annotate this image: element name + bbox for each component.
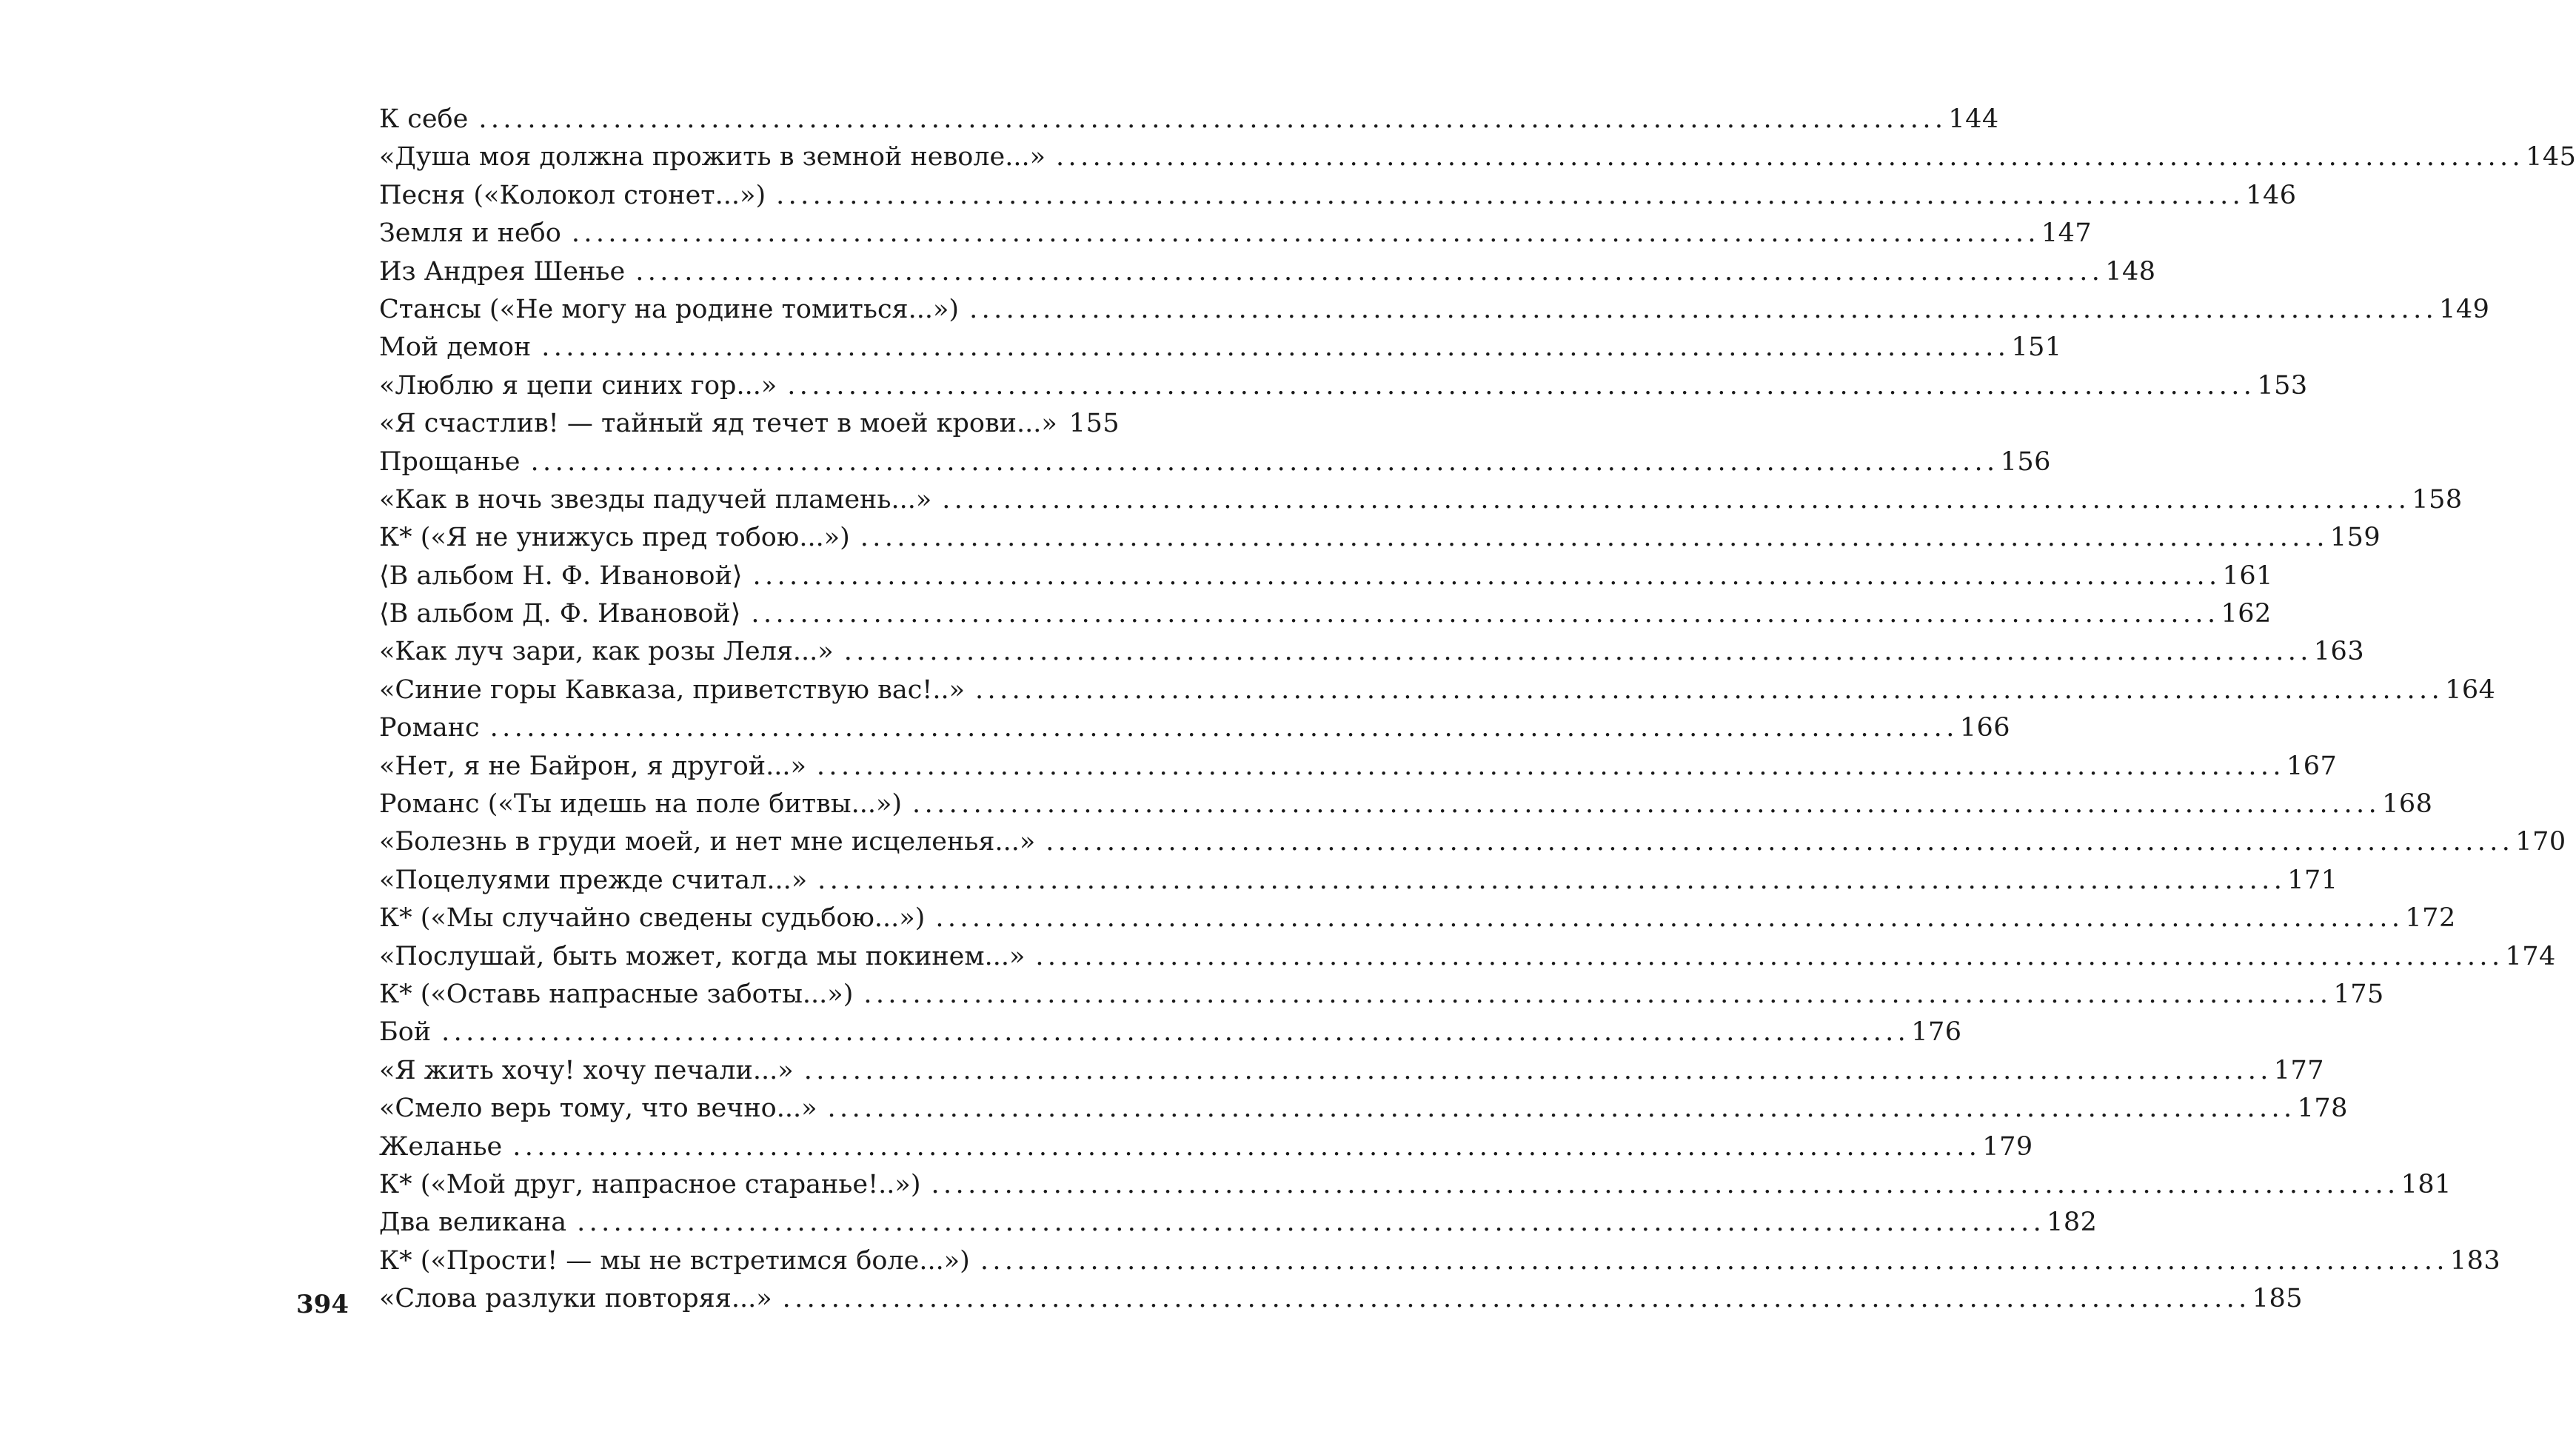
toc-entry-title: «Как в ночь звезды падучей пламень...» xyxy=(379,484,932,515)
dot-leader: ........................................................................................................................ xyxy=(860,523,2329,553)
toc-entry xyxy=(379,1052,2325,1090)
toc-entry xyxy=(379,519,2381,557)
dot-leader: ........................................................................................................................ xyxy=(635,256,2104,287)
toc-entry-page: 174 xyxy=(2505,941,2556,971)
toc-entry-title: «Синие горы Кавказа, приветствую вас!..» xyxy=(379,674,966,705)
dot-leader: ........................................................................................................................ xyxy=(752,560,2221,591)
toc-entry-title: Бой xyxy=(379,1017,432,1048)
dot-leader: ........................................................................................................................ xyxy=(571,218,2040,249)
toc-entry-page: 146 xyxy=(2246,180,2297,210)
toc-entry xyxy=(379,138,2576,176)
toc-entry-page: 159 xyxy=(2329,523,2381,553)
toc-entry-page: 175 xyxy=(2333,979,2384,1009)
toc-entry-page: 181 xyxy=(2401,1169,2452,1199)
toc-entry-title: Желанье xyxy=(379,1131,503,1162)
toc-entry-page: 163 xyxy=(2313,637,2365,667)
toc-entry xyxy=(379,1280,2303,1318)
toc-entry-title: «Слова разлуки повторяя...» xyxy=(379,1284,772,1314)
toc-entry xyxy=(379,938,2556,976)
toc-entry-title: «Как луч зари, как розы Леля...» xyxy=(379,637,834,667)
dot-leader: ........................................................................................................................ xyxy=(931,1169,2400,1199)
dot-leader: ........................................................................................................................ xyxy=(787,370,2256,401)
toc-entry xyxy=(379,1090,2348,1128)
toc-entry xyxy=(379,862,2338,900)
toc-entry xyxy=(379,1014,1962,1051)
dot-leader: ........................................................................................................................ xyxy=(942,484,2411,515)
toc-entry xyxy=(379,443,2051,481)
toc-entry-page: 179 xyxy=(1982,1131,2033,1162)
toc-entry-page: 166 xyxy=(1959,713,2011,743)
toc-entry-title: К* («Мы случайно сведены судьбою...») xyxy=(379,903,926,934)
toc-entry-title: Два великана xyxy=(379,1208,567,1238)
toc-entry xyxy=(379,481,2463,519)
dot-leader: ........................................................................................................................ xyxy=(975,674,2444,705)
toc-entry-page: 183 xyxy=(2449,1245,2501,1276)
toc-entry-page: 176 xyxy=(1911,1017,1962,1048)
toc-entry xyxy=(379,1242,2501,1280)
toc-entry xyxy=(379,405,1120,443)
toc-entry-title: К* («Оставь напрасные заботы...») xyxy=(379,979,854,1009)
toc-entry-page: 182 xyxy=(2047,1208,2098,1238)
dot-leader: ........................................................................................................................ xyxy=(478,104,1947,134)
toc-entry xyxy=(379,101,1999,138)
toc-entry-page: 148 xyxy=(2105,256,2156,287)
toc-entry xyxy=(379,748,2338,786)
toc-entry-title: «Душа моя должна прожить в земной неволе...» xyxy=(379,142,1046,173)
toc-entry-title: Прощанье xyxy=(379,446,521,477)
toc-entry-title: «Я жить хочу! хочу печали...» xyxy=(379,1055,794,1085)
dot-leader: ........................................................................................................................ xyxy=(776,180,2245,210)
dot-leader: ........................................................................................................................ xyxy=(912,789,2381,820)
toc-entry-page: 185 xyxy=(2252,1284,2303,1314)
toc-entry xyxy=(379,215,2092,252)
toc-entry-title: Романс xyxy=(379,713,480,743)
toc-entry-title: Стансы («Не могу на родине томиться...») xyxy=(379,294,960,324)
toc-entry xyxy=(379,633,2365,671)
toc-entry xyxy=(379,291,2490,329)
toc-entry-title: ⟨В альбом Д. Ф. Ивановой⟩ xyxy=(379,599,741,629)
toc-entry-title: «Я счастлив! — тайный яд течет в моей крови...» xyxy=(379,409,1057,439)
toc-entry-page: 145 xyxy=(2526,142,2576,173)
toc-entry-page: 158 xyxy=(2412,484,2463,515)
toc-entry-title: Песня («Колокол стонет...») xyxy=(379,180,766,210)
toc-entry-title: К* («Прости! — мы не встретимся боле...») xyxy=(379,1245,970,1276)
dot-leader: ........................................................................................................................ xyxy=(817,865,2286,895)
toc-entry-page: 147 xyxy=(2041,218,2092,249)
toc-entry-page: 162 xyxy=(2221,599,2272,629)
toc-entry-page: 153 xyxy=(2257,370,2308,401)
dot-leader: ........................................................................................................................ xyxy=(1035,941,2504,971)
toc-entry-title: «Смело верь тому, что вечно...» xyxy=(379,1094,817,1124)
dot-leader: ........................................................................................................................ xyxy=(541,332,2010,363)
toc-entry-title: Мой демон xyxy=(379,332,532,363)
toc-entry-title: ⟨В альбом Н. Ф. Ивановой⟩ xyxy=(379,560,743,591)
dot-leader: ........................................................................................................................ xyxy=(816,751,2285,781)
toc-entry-title: «Болезнь в груди моей, и нет мне исцеленья...» xyxy=(379,827,1036,857)
toc-entry-title: «Нет, я не Байрон, я другой...» xyxy=(379,751,806,781)
dot-leader: ........................................................................................................................ xyxy=(1046,827,2515,857)
toc-entry-page: 170 xyxy=(2515,827,2566,857)
toc-entry-title: Романс («Ты идешь на поле битвы...») xyxy=(379,789,903,820)
dot-leader: ........................................................................................................................ xyxy=(530,446,1999,477)
toc-entry xyxy=(379,976,2384,1014)
toc-entry-page: 171 xyxy=(2287,865,2338,895)
toc-entry-page: 164 xyxy=(2445,674,2496,705)
toc-entry-title: К* («Я не унижусь пред тобою...») xyxy=(379,523,850,553)
toc-entry-page: 172 xyxy=(2405,903,2456,934)
dot-leader: ........................................................................................................................ xyxy=(969,294,2438,324)
dot-leader: ........................................................................................................................ xyxy=(441,1017,1910,1048)
dot-leader: ........................................................................................................................ xyxy=(980,1245,2449,1276)
toc-entry xyxy=(379,1166,2452,1204)
dot-leader: ........................................................................................................................ xyxy=(782,1284,2251,1314)
toc-entry-page: 155 xyxy=(1068,409,1120,439)
dot-leader: ........................................................................................................................ xyxy=(935,903,2404,934)
toc-entry-title: Из Андрея Шенье xyxy=(379,256,626,287)
toc-entry-title: К* («Мой друг, напрасное старанье!..») xyxy=(379,1169,921,1199)
toc-entry-page: 161 xyxy=(2222,560,2273,591)
toc-entry-title: «Послушай, быть может, когда мы покинем...» xyxy=(379,941,1026,971)
toc-entry xyxy=(379,786,2433,823)
toc-entry-page: 178 xyxy=(2297,1094,2348,1124)
toc-entry-title: К себе xyxy=(379,104,469,134)
toc-entry-page: 149 xyxy=(2439,294,2490,324)
toc-entry xyxy=(379,672,2496,709)
table-of-contents xyxy=(379,101,2576,1319)
toc-entry-title: «Поцелуями прежде считал...» xyxy=(379,865,808,895)
toc-entry-page: 144 xyxy=(1948,104,1999,134)
toc-entry xyxy=(379,900,2456,937)
toc-entry-page: 151 xyxy=(2011,332,2062,363)
dot-leader: ........................................................................................................................ xyxy=(803,1055,2272,1085)
toc-entry xyxy=(379,558,2273,595)
toc-entry xyxy=(379,595,2272,633)
toc-entry-page: 168 xyxy=(2382,789,2433,820)
toc-entry-page: 167 xyxy=(2286,751,2338,781)
toc-entry xyxy=(379,709,2011,747)
dot-leader: ........................................................................................................................ xyxy=(1056,142,2525,173)
dot-leader: ........................................................................................................................ xyxy=(751,599,2220,629)
toc-entry-title: «Люблю я цепи синих гор...» xyxy=(379,370,777,401)
toc-entry xyxy=(379,1128,2033,1166)
toc-entry xyxy=(379,329,2062,366)
toc-entry xyxy=(379,177,2297,215)
dot-leader: ........................................................................................................................ xyxy=(577,1208,2046,1238)
dot-leader: ........................................................................................................................ xyxy=(489,713,1958,743)
dot-leader: ........................................................................................................................ xyxy=(863,979,2332,1009)
toc-entry xyxy=(379,253,2156,291)
page-number: 394 xyxy=(296,1290,349,1319)
toc-entry xyxy=(379,367,2308,405)
dot-leader: ........................................................................................................................ xyxy=(512,1131,1981,1162)
toc-entry xyxy=(379,823,2566,861)
toc-entry-page: 177 xyxy=(2273,1055,2325,1085)
dot-leader: ........................................................................................................................ xyxy=(827,1094,2296,1124)
dot-leader: ........................................................................................................................ xyxy=(843,637,2312,667)
toc-entry-title: Земля и небо xyxy=(379,218,561,249)
toc-entry-page: 156 xyxy=(2000,446,2051,477)
toc-entry xyxy=(379,1204,2098,1242)
